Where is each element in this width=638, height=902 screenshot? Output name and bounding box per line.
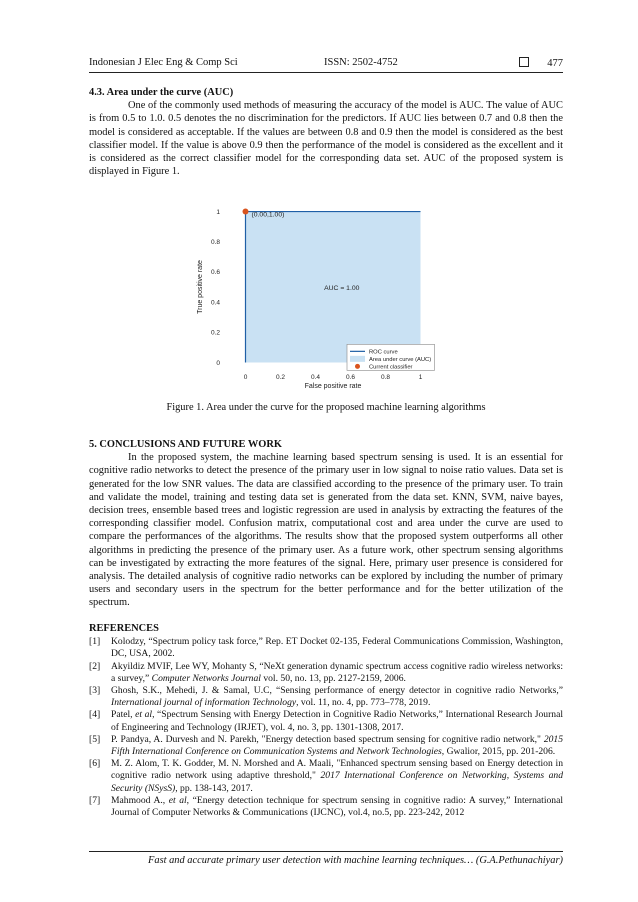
reference-item [89,709,563,733]
header-rule [89,72,563,73]
reference-item [89,636,563,660]
references [89,623,563,819]
reference-number: [2] [89,660,101,672]
x-tick-label: 0 [243,374,248,381]
reference-text: M. Z. Alom, T. K. Godder, M. N. Morshed and A. Maali, "Enhanced spectrum sensing based on Energy detection in cognitive radio network using adaptive threshold," [111,758,563,782]
y-tick-label: 0.6 [210,269,220,277]
reference-item [89,661,563,685]
running-footer: Fast and accurate primary user detection with machine learning techniques… (G.A.Pethunachiyar) [148,855,563,866]
reference-item [89,734,563,758]
reference-number: [1] [89,636,101,648]
reference-text: Ghosh, S.K., Mehedi, J. & Samal, U.C, “Sensing performance of energy detector in cognitive radio Networks,” [111,685,563,697]
running-header [89,57,563,71]
reference-list [89,636,563,819]
auc-figure [190,198,458,393]
reference-item [89,758,563,795]
y-tick-label: 0.8 [210,239,220,247]
reference-number: [5] [89,733,101,745]
reference-number: [7] [89,794,101,806]
legend-entry: Current classifier [369,364,413,371]
checkbox-icon [519,57,529,67]
section-5-heading: 5. CONCLUSIONS AND FUTURE WORK [89,439,282,450]
section-4-3-paragraph: One of the commonly used methods of measuring the accuracy of the model is AUC. The value of AUC is from 0.5 to 1.0. 0.5 denotes the no discrimination for the predictors. If AUC lies between 0.7 and 0.8 then the model is considered as acceptable. If the values are between 0.8 and 0.9 then the model is considered as the best classifier model. If the value is above 0.9 then the performance of the model is considered as the excellent and it is considered as the correct classifier model for the corresponding data set. AUC of the proposed system is displayed in Figure 1. [89,100,563,178]
reference-italic: 2015 Fifth International Conference on Communication Systems and Network Technologies [111,733,563,758]
reference-text-tail: , vol. 11, no. 4, pp. 773–778, 2019. [296,697,431,709]
x-tick-label: 0.8 [380,374,391,381]
reference-text: P. Pandya, A. Durvesh and N. Parekh, "Energy detection based spectrum sensing for cognitive radio network," [111,733,544,745]
figure-caption: Figure 1. Area under the curve for the proposed machine learning algorithms [166,402,486,413]
y-tick-label: 1 [216,208,220,216]
journal-name: Indonesian J Elec Eng & Comp Sci [89,57,238,68]
x-tick-label: 0.4 [310,374,321,381]
x-tick-label: 0.6 [345,374,356,381]
reference-italic: et al [168,794,187,806]
legend-entry: Area under curve (AUC) [369,357,432,364]
page-number: 477 [547,58,563,69]
legend-area-swatch [350,356,365,362]
legend-entry: ROC curve [369,349,398,356]
x-tick-label: 0.2 [275,374,286,381]
reference-number: [6] [89,758,101,770]
reference-text: Mahmood A., [111,794,169,806]
reference-italic: International journal of information Technology [111,697,297,709]
current-classifier-point [243,209,249,215]
footer-rule [89,851,563,852]
section-4-3 [89,86,563,178]
reference-number: [3] [89,685,101,697]
section-5-paragraph: In the proposed system, the machine learning based spectrum sensing is used. It is an essential for cognitive radio networks to detect the presence of the primary user in low signal to noise ratio values. Data set is generated for the low SNR values. The data are classified according to the presence of the primary user. To train and validate the model, training and testing data set is generated from the data set. KNN, SVM, naive bayes, decision trees, ensemble based trees and logistic regression are used in analysis by extracting the features of the corresponding classifier model. Confusion matrix, computational cost and area under the curve are used to compare the performances of the algorithms. The results show that the proposed system outperforms all other algorithms in predicting the presence of the primary user. As a future work, other spectrum sensing algorithms can be investigated by extracting the more features of the signal. Here, primary user presence is considered for analysis. The detailed analysis of cognitive radio networks can be explored by including the number of primary users and secondary users in the spectrum for the better performance and for the better utilization of the spectrum. [89,452,563,609]
x-tick-label: 1 [418,374,423,381]
reference-item [89,685,563,709]
reference-italic: 2017 International Conference on Networking, Systems and Security (NSysS) [111,770,563,794]
reference-text: Akyildiz MVIF, Lee WY, Mohanty S, “NeXt generation dynamic spectrum access cognitive radio wireless networks: a survey,” [111,660,563,684]
y-tick-label: 0.2 [210,329,220,337]
reference-text: Kolodzy, “Spectrum policy task force,” Rep. ET Docket 02-135, Federal Communications Commission, Washington, DC, USA, 2002. [111,636,563,660]
reference-text-tail: , pp. 138-143, 2017. [175,782,253,794]
reference-italic: et al [135,709,153,721]
reference-italic: Computer Networks Journal [151,672,261,684]
section-5 [89,438,563,610]
reference-text-tail: vol. 50, no. 13, pp. 2127-2159, 2006. [260,672,406,684]
reference-item [89,795,563,819]
y-tick-label: 0 [216,359,220,367]
reference-text: Patel, [111,709,136,721]
auc-value-label: AUC = 1.00 [324,285,360,293]
y-tick-label: 0.4 [210,299,220,307]
section-4-3-heading: 4.3. Area under the curve (AUC) [89,87,234,98]
y-axis-label: True positive rate [197,260,204,314]
current-classifier-label: (0.00,1.00) [251,211,285,219]
issn: ISSN: 2502-4752 [324,57,398,68]
reference-number: [4] [89,709,101,721]
reference-text-tail: , Gwalior, 2015, pp. 201-206. [441,746,556,758]
reference-text-tail: , “Spectrum Sensing with Energy Detection in Cognitive Radio Networks,” International Research Journal of Engineering and Technology (IRJET), vol. 4, no. 3, pp. 1301-1308, 2017. [111,709,564,733]
references-title: REFERENCES [89,623,159,634]
x-axis-label: False positive rate [304,383,362,390]
legend-point-swatch [355,364,360,369]
page-number-wrap [519,57,563,69]
reference-text-tail: , “Energy detection technique for spectrum sensing in cognitive radio: A survey,” International Journal of Computer Networks & Communications (IJCNC), vol.4, no.5, pp. 223-242, 2012 [111,794,563,819]
